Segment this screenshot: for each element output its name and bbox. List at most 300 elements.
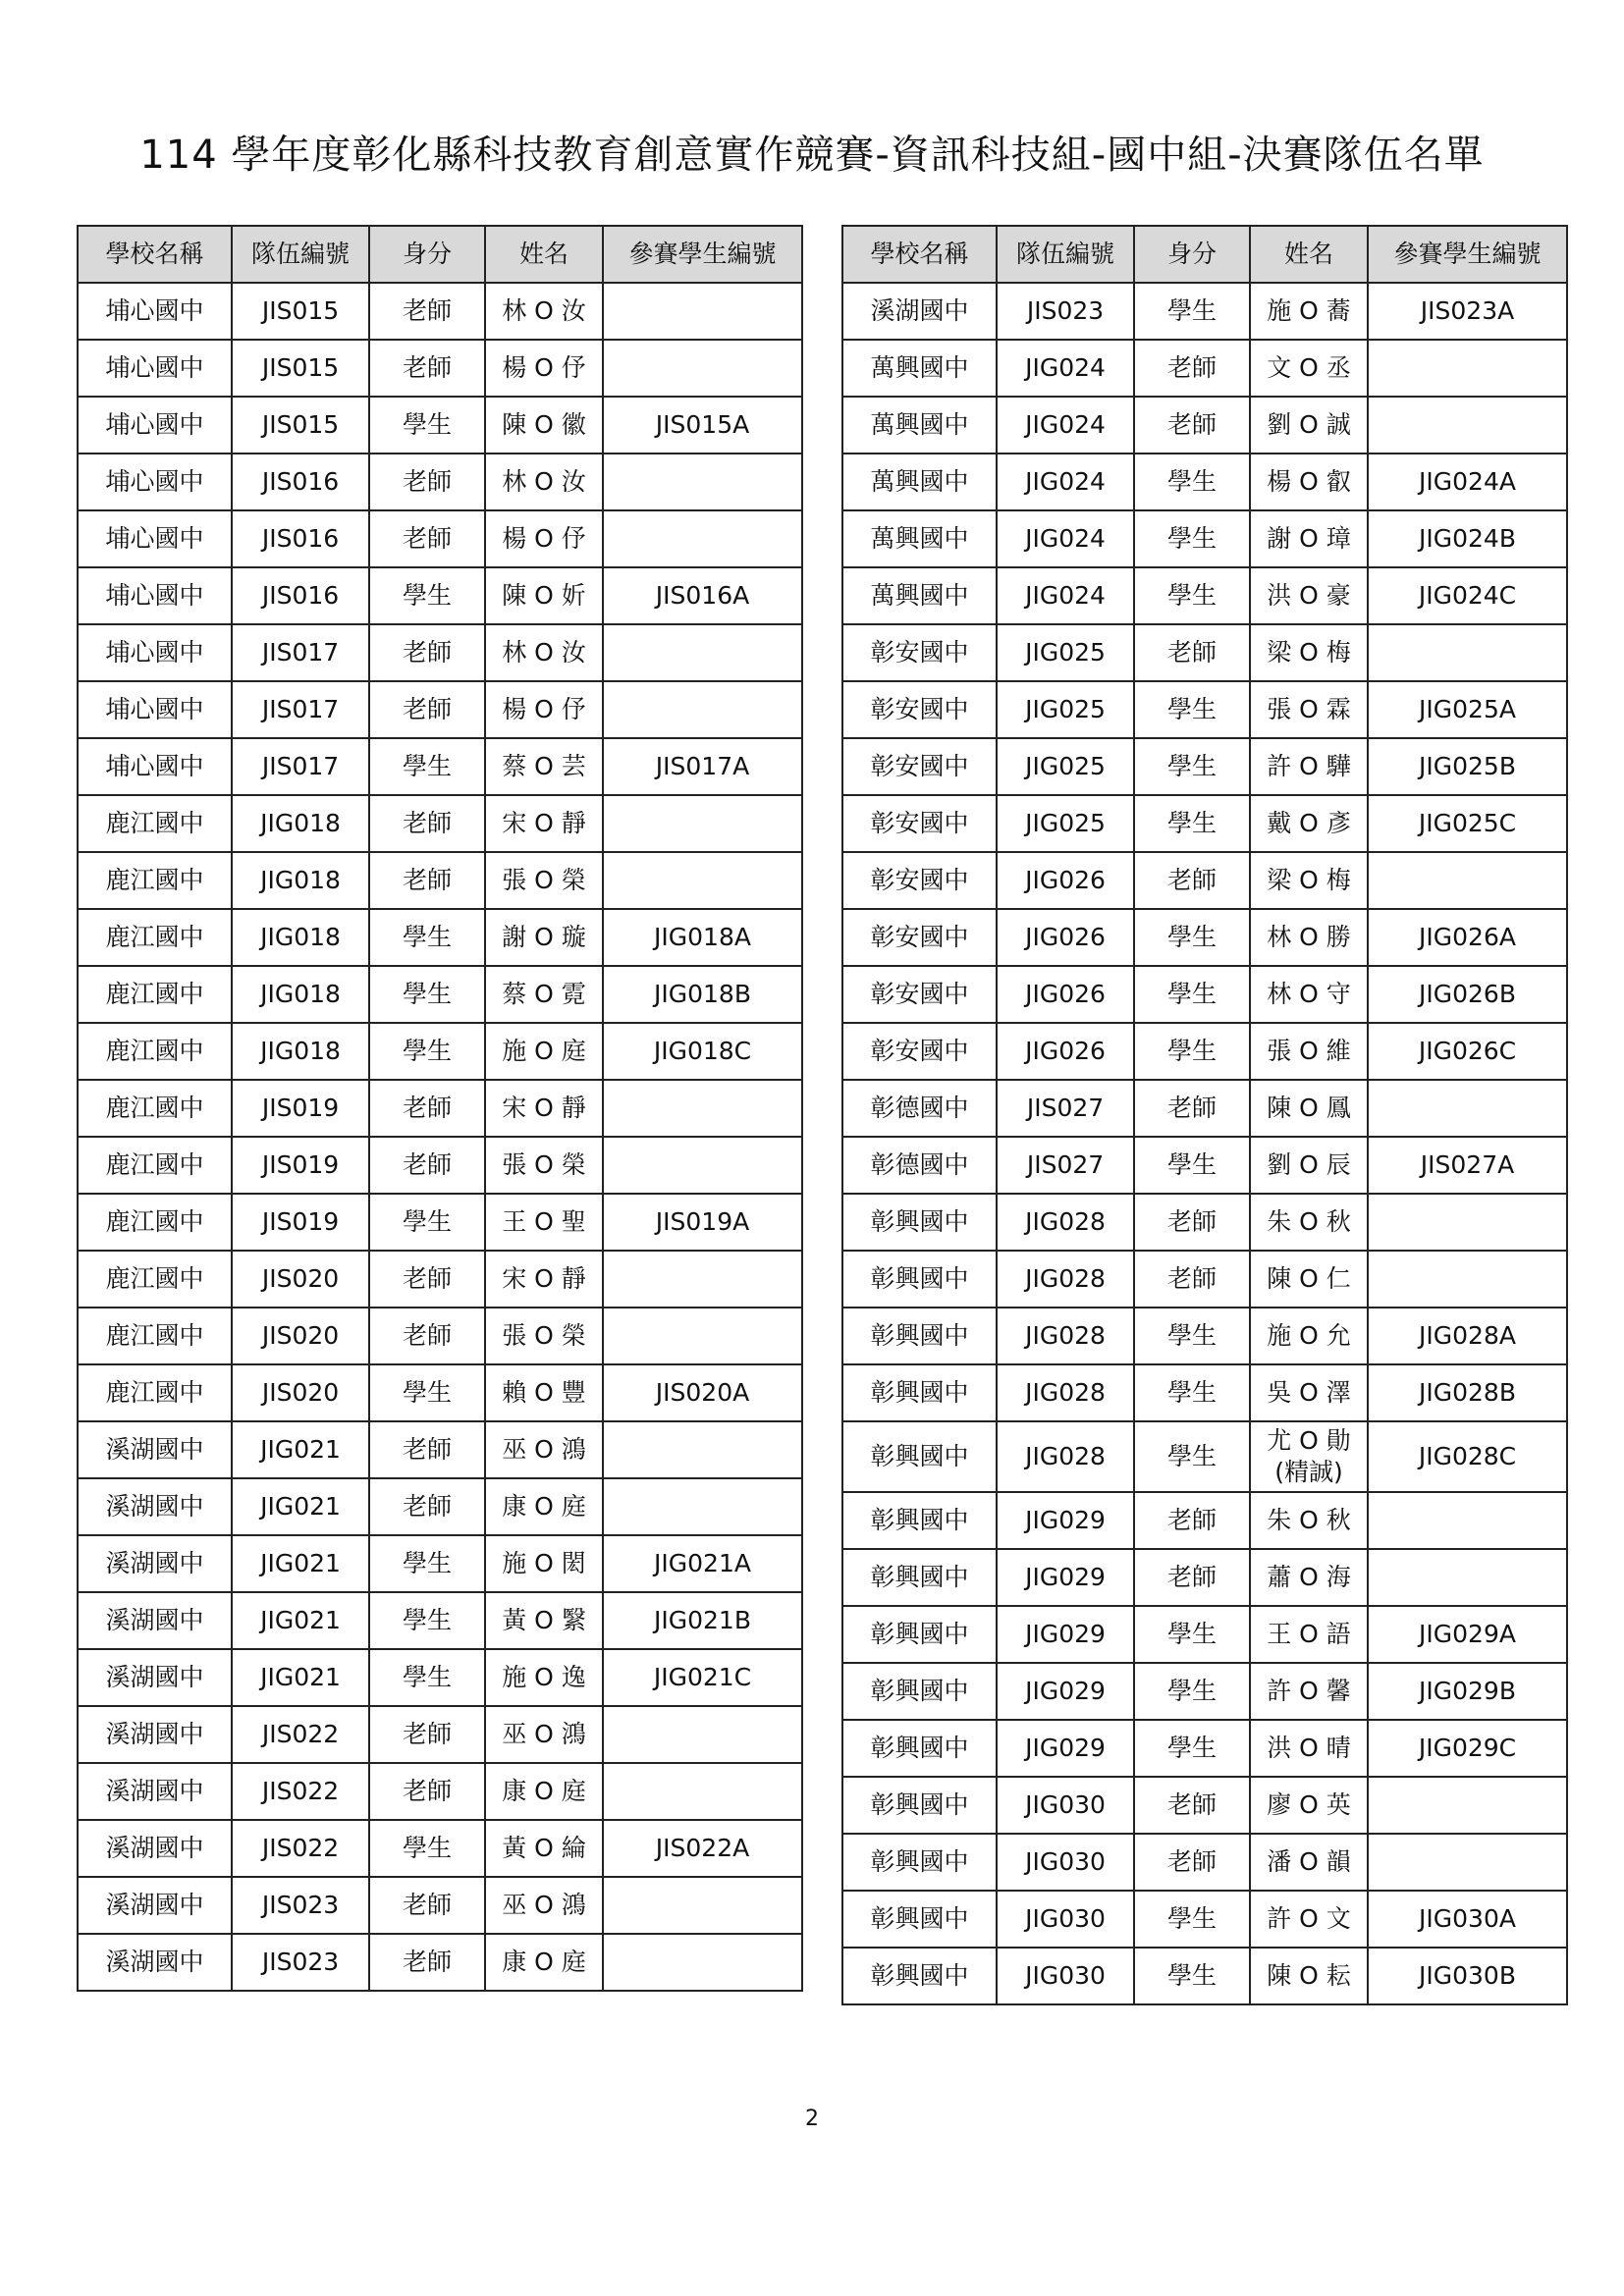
role-cell: 學生 [1134,1948,1250,2004]
team-id-cell: JIG029 [997,1549,1134,1606]
school-cell: 彰安國中 [842,681,997,738]
table-row [842,1948,1567,2004]
name-cell: 巫 O 鴻 [485,1877,603,1934]
table-row [78,1592,802,1649]
role-cell: 老師 [369,681,485,738]
table-row [78,966,802,1023]
team-id-cell: JIG029 [997,1492,1134,1549]
student-id-cell [603,1308,802,1364]
school-cell: 彰興國中 [842,1549,997,1606]
table-row [78,1649,802,1706]
name-cell: 施 O 庭 [485,1023,603,1080]
school-cell: 埔心國中 [78,454,232,510]
name-cell: 劉 O 辰 [1250,1137,1368,1194]
school-cell: 彰安國中 [842,795,997,852]
table-row [78,454,802,510]
role-cell: 老師 [1134,1492,1250,1549]
team-id-cell: JIG029 [997,1663,1134,1720]
header-school: 學校名稱 [78,226,232,283]
table-row [78,1023,802,1080]
table-row [842,624,1567,681]
table-row [842,1080,1567,1137]
name-cell: 蕭 O 海 [1250,1549,1368,1606]
student-id-cell: JIS017A [603,738,802,795]
name-cell: 張 O 榮 [485,1137,603,1194]
role-cell: 老師 [369,1251,485,1308]
school-cell: 彰興國中 [842,1663,997,1720]
student-id-cell [1368,340,1567,397]
name-cell: 楊 O 叡 [1250,454,1368,510]
table-row [78,1820,802,1877]
team-id-cell: JIG026 [997,1023,1134,1080]
school-cell: 彰興國中 [842,1421,997,1492]
team-id-cell: JIS015 [232,340,369,397]
table-row [842,1364,1567,1421]
table-row [842,1834,1567,1891]
role-cell: 學生 [369,1592,485,1649]
table-row [842,966,1567,1023]
name-cell: 謝 O 璋 [1250,510,1368,567]
name-cell: 巫 O 鴻 [485,1706,603,1763]
student-id-cell: JIG021C [603,1649,802,1706]
student-id-cell: JIG025A [1368,681,1567,738]
name-cell: 施 O 蕎 [1250,283,1368,340]
school-cell: 鹿江國中 [78,1080,232,1137]
team-id-cell: JIG021 [232,1649,369,1706]
table-row [842,1251,1567,1308]
student-id-cell: JIG028C [1368,1421,1567,1492]
table-row [78,1308,802,1364]
student-id-cell [1368,1492,1567,1549]
student-id-cell: JIG018A [603,909,802,966]
team-id-cell: JIS020 [232,1308,369,1364]
team-id-cell: JIS019 [232,1137,369,1194]
role-cell: 學生 [1134,966,1250,1023]
name-cell: 王 O 語 [1250,1606,1368,1663]
name-cell: 王 O 聖 [485,1194,603,1251]
table-row [78,681,802,738]
school-cell: 埔心國中 [78,624,232,681]
student-id-cell: JIS027A [1368,1137,1567,1194]
student-id-cell [1368,1251,1567,1308]
role-cell: 學生 [369,1364,485,1421]
school-cell: 鹿江國中 [78,1251,232,1308]
page-title: 114 學年度彰化縣科技教育創意實作競賽-資訊科技組-國中組-決賽隊伍名單 [139,133,1485,178]
table-row [78,1877,802,1934]
school-cell: 彰安國中 [842,966,997,1023]
team-id-cell: JIG030 [997,1834,1134,1891]
header-row [842,226,1567,283]
school-cell: 鹿江國中 [78,1364,232,1421]
role-cell: 學生 [369,1194,485,1251]
name-cell: 楊 O 伃 [485,510,603,567]
team-id-cell: JIS020 [232,1364,369,1421]
student-id-cell [603,624,802,681]
table-row [78,340,802,397]
name-cell: 賴 O 豐 [485,1364,603,1421]
team-id-cell: JIS015 [232,283,369,340]
school-cell: 萬興國中 [842,567,997,624]
student-id-cell: JIG029C [1368,1720,1567,1777]
student-id-cell: JIG018B [603,966,802,1023]
name-cell: 楊 O 伃 [485,340,603,397]
name-cell: 洪 O 豪 [1250,567,1368,624]
role-cell: 學生 [369,738,485,795]
team-id-cell: JIS023 [232,1934,369,1991]
student-id-cell [1368,1777,1567,1834]
student-id-cell: JIG018C [603,1023,802,1080]
role-cell: 學生 [1134,1023,1250,1080]
role-cell: 學生 [1134,1364,1250,1421]
role-cell: 學生 [1134,454,1250,510]
school-cell: 埔心國中 [78,567,232,624]
school-cell: 鹿江國中 [78,909,232,966]
name-cell: 陳 O 徽 [485,397,603,454]
name-cell: 蔡 O 霓 [485,966,603,1023]
name-cell: 許 O 驊 [1250,738,1368,795]
name-cell: 吳 O 澤 [1250,1364,1368,1421]
table-row [78,1080,802,1137]
team-id-cell: JIS027 [997,1137,1134,1194]
table-row [78,852,802,909]
school-cell: 萬興國中 [842,454,997,510]
role-cell: 學生 [1134,1720,1250,1777]
student-id-cell [603,1421,802,1478]
role-cell: 學生 [1134,909,1250,966]
name-cell: 康 O 庭 [485,1478,603,1535]
student-id-cell: JIG028B [1368,1364,1567,1421]
name-cell: 陳 O 仁 [1250,1251,1368,1308]
team-id-cell: JIG030 [997,1891,1134,1948]
role-cell: 老師 [1134,1194,1250,1251]
student-id-cell [603,1763,802,1820]
table-row [842,1421,1567,1492]
role-cell: 老師 [369,1478,485,1535]
role-cell: 老師 [369,1934,485,1991]
role-cell: 學生 [369,567,485,624]
name-cell: 康 O 庭 [485,1934,603,1991]
school-cell: 溪湖國中 [78,1535,232,1592]
name-cell: 戴 O 彥 [1250,795,1368,852]
student-id-cell [603,1080,802,1137]
name-cell: 張 O 榮 [485,852,603,909]
team-id-cell: JIG024 [997,340,1134,397]
role-cell: 老師 [369,454,485,510]
school-cell: 溪湖國中 [78,1763,232,1820]
table-row [78,1137,802,1194]
name-cell: 張 O 霖 [1250,681,1368,738]
role-cell: 學生 [369,909,485,966]
name-cell: 朱 O 秋 [1250,1194,1368,1251]
school-cell: 埔心國中 [78,283,232,340]
team-id-cell: JIG025 [997,681,1134,738]
role-cell: 老師 [369,340,485,397]
school-cell: 彰興國中 [842,1891,997,1948]
student-id-cell: JIG024B [1368,510,1567,567]
table-row [842,1606,1567,1663]
role-cell: 老師 [369,1080,485,1137]
student-id-cell: JIS019A [603,1194,802,1251]
team-id-cell: JIG021 [232,1535,369,1592]
team-id-cell: JIS022 [232,1763,369,1820]
role-cell: 學生 [1134,795,1250,852]
team-id-cell: JIG021 [232,1421,369,1478]
name-cell: 陳 O 妡 [485,567,603,624]
school-cell: 溪湖國中 [78,1820,232,1877]
school-cell: 鹿江國中 [78,852,232,909]
roster-table-left [77,225,803,1992]
school-cell: 彰安國中 [842,852,997,909]
name-cell: 張 O 維 [1250,1023,1368,1080]
role-cell: 老師 [369,1763,485,1820]
name-cell: 張 O 榮 [485,1308,603,1364]
team-id-cell: JIS022 [232,1820,369,1877]
school-cell: 埔心國中 [78,340,232,397]
school-cell: 溪湖國中 [78,1877,232,1934]
table-body [78,283,802,1991]
student-id-cell: JIG025C [1368,795,1567,852]
student-id-cell: JIG026C [1368,1023,1567,1080]
table-row [842,1549,1567,1606]
role-cell: 學生 [369,1820,485,1877]
table-row [842,1308,1567,1364]
team-id-cell: JIG029 [997,1720,1134,1777]
student-id-cell [1368,1549,1567,1606]
header-student-id: 參賽學生編號 [603,226,802,283]
student-id-cell [603,1706,802,1763]
name-cell: 黃 O 綸 [485,1820,603,1877]
header-name: 姓名 [1250,226,1368,283]
school-cell: 彰興國中 [842,1194,997,1251]
student-id-cell [1368,1080,1567,1137]
table-row [842,1777,1567,1834]
school-cell: 彰安國中 [842,738,997,795]
table-row [78,567,802,624]
role-cell: 學生 [369,1649,485,1706]
team-id-cell: JIS020 [232,1251,369,1308]
table-row [78,1421,802,1478]
role-cell: 學生 [369,397,485,454]
team-id-cell: JIG028 [997,1251,1134,1308]
table-row [78,283,802,340]
school-cell: 彰興國中 [842,1777,997,1834]
name-cell: 康 O 庭 [485,1763,603,1820]
team-id-cell: JIS027 [997,1080,1134,1137]
student-id-cell [603,454,802,510]
team-id-cell: JIS019 [232,1080,369,1137]
role-cell: 老師 [1134,1549,1250,1606]
name-cell: 楊 O 伃 [485,681,603,738]
table-row [842,852,1567,909]
name-cell: 許 O 文 [1250,1891,1368,1948]
school-cell: 鹿江國中 [78,795,232,852]
student-id-cell [1368,624,1567,681]
table-row [842,795,1567,852]
role-cell: 老師 [369,795,485,852]
name-cell: 陳 O 耘 [1250,1948,1368,2004]
team-id-cell: JIG018 [232,852,369,909]
student-id-cell [603,1877,802,1934]
student-id-cell: JIG026B [1368,966,1567,1023]
student-id-cell [1368,397,1567,454]
team-id-cell: JIG030 [997,1777,1134,1834]
team-id-cell: JIG026 [997,966,1134,1023]
role-cell: 老師 [369,1137,485,1194]
name-cell: 蔡 O 芸 [485,738,603,795]
role-cell: 學生 [1134,1137,1250,1194]
school-cell: 彰興國中 [842,1834,997,1891]
school-cell: 彰安國中 [842,1023,997,1080]
role-cell: 學生 [369,1535,485,1592]
header-name: 姓名 [485,226,603,283]
school-cell: 鹿江國中 [78,966,232,1023]
school-cell: 埔心國中 [78,510,232,567]
school-cell: 彰興國中 [842,1308,997,1364]
header-row [78,226,802,283]
role-cell: 學生 [1134,283,1250,340]
team-id-cell: JIG018 [232,909,369,966]
name-cell: 洪 O 晴 [1250,1720,1368,1777]
name-cell: 宋 O 靜 [485,795,603,852]
team-id-cell: JIG025 [997,795,1134,852]
role-cell: 學生 [1134,738,1250,795]
school-cell: 彰興國中 [842,1364,997,1421]
student-id-cell [1368,1194,1567,1251]
table-row [842,397,1567,454]
header-school: 學校名稱 [842,226,997,283]
team-id-cell: JIG024 [997,454,1134,510]
school-cell: 彰安國中 [842,624,997,681]
student-id-cell: JIS023A [1368,283,1567,340]
role-cell: 老師 [1134,1080,1250,1137]
role-cell: 老師 [1134,340,1250,397]
student-id-cell: JIG024C [1368,567,1567,624]
role-cell: 學生 [1134,1606,1250,1663]
table-row [842,1891,1567,1948]
school-cell: 埔心國中 [78,681,232,738]
name-cell: 林 O 汝 [485,454,603,510]
name-cell: 黃 O 繄 [485,1592,603,1649]
team-id-cell: JIS017 [232,738,369,795]
table-row [78,624,802,681]
student-id-cell [603,795,802,852]
table-row [78,1535,802,1592]
student-id-cell: JIG024A [1368,454,1567,510]
team-id-cell: JIG030 [997,1948,1134,2004]
student-id-cell: JIG028A [1368,1308,1567,1364]
header-role: 身分 [1134,226,1250,283]
table-row [78,510,802,567]
role-cell: 老師 [369,624,485,681]
name-cell: 宋 O 靜 [485,1080,603,1137]
table-row [78,1763,802,1820]
role-cell: 學生 [1134,1421,1250,1492]
role-cell: 學生 [1134,681,1250,738]
name-cell: 林 O 汝 [485,624,603,681]
team-id-cell: JIG026 [997,909,1134,966]
table-row [842,1137,1567,1194]
role-cell: 老師 [1134,1834,1250,1891]
role-cell: 老師 [369,1421,485,1478]
header-role: 身分 [369,226,485,283]
team-id-cell: JIG021 [232,1592,369,1649]
team-id-cell: JIG024 [997,397,1134,454]
table-row [78,397,802,454]
team-id-cell: JIS019 [232,1194,369,1251]
team-id-cell: JIG018 [232,966,369,1023]
role-cell: 學生 [369,1023,485,1080]
student-id-cell: JIG025B [1368,738,1567,795]
name-cell: 朱 O 秋 [1250,1492,1368,1549]
student-id-cell [603,1251,802,1308]
table-row [78,1364,802,1421]
table-row [78,738,802,795]
student-id-cell: JIS015A [603,397,802,454]
table-body [842,283,1567,2004]
name-cell: 尤 O 勛 (精誠) [1250,1421,1368,1492]
table-row [78,909,802,966]
name-cell: 文 O 丞 [1250,340,1368,397]
school-cell: 彰德國中 [842,1080,997,1137]
team-id-cell: JIS016 [232,454,369,510]
name-cell: 劉 O 誠 [1250,397,1368,454]
student-id-cell [603,1478,802,1535]
team-id-cell: JIG021 [232,1478,369,1535]
school-cell: 彰興國中 [842,1492,997,1549]
role-cell: 老師 [369,1877,485,1934]
table-row [842,1663,1567,1720]
team-id-cell: JIS017 [232,681,369,738]
student-id-cell [603,681,802,738]
name-cell: 施 O 逸 [485,1649,603,1706]
name-cell: 林 O 汝 [485,283,603,340]
school-cell: 溪湖國中 [78,1649,232,1706]
role-cell: 學生 [1134,1891,1250,1948]
student-id-cell: JIG021B [603,1592,802,1649]
team-id-cell: JIG029 [997,1606,1134,1663]
table-row [842,909,1567,966]
team-id-cell: JIG018 [232,1023,369,1080]
school-cell: 萬興國中 [842,340,997,397]
student-id-cell [1368,852,1567,909]
school-cell: 鹿江國中 [78,1137,232,1194]
table-row [842,1720,1567,1777]
name-cell: 陳 O 鳳 [1250,1080,1368,1137]
school-cell: 彰安國中 [842,909,997,966]
team-id-cell: JIG028 [997,1308,1134,1364]
student-id-cell [603,340,802,397]
team-id-cell: JIS022 [232,1706,369,1763]
team-id-cell: JIS023 [997,283,1134,340]
name-cell: 施 O 允 [1250,1308,1368,1364]
student-id-cell: JIG030A [1368,1891,1567,1948]
role-cell: 老師 [1134,1777,1250,1834]
school-cell: 彰興國中 [842,1720,997,1777]
name-cell: 梁 O 梅 [1250,624,1368,681]
team-id-cell: JIG028 [997,1194,1134,1251]
role-cell: 老師 [1134,397,1250,454]
team-id-cell: JIG024 [997,567,1134,624]
school-cell: 溪湖國中 [78,1592,232,1649]
school-cell: 鹿江國中 [78,1308,232,1364]
school-cell: 彰興國中 [842,1606,997,1663]
school-cell: 溪湖國中 [78,1421,232,1478]
name-cell: 巫 O 鴻 [485,1421,603,1478]
role-cell: 老師 [1134,1251,1250,1308]
name-cell: 廖 O 英 [1250,1777,1368,1834]
school-cell: 溪湖國中 [842,283,997,340]
student-id-cell: JIG026A [1368,909,1567,966]
